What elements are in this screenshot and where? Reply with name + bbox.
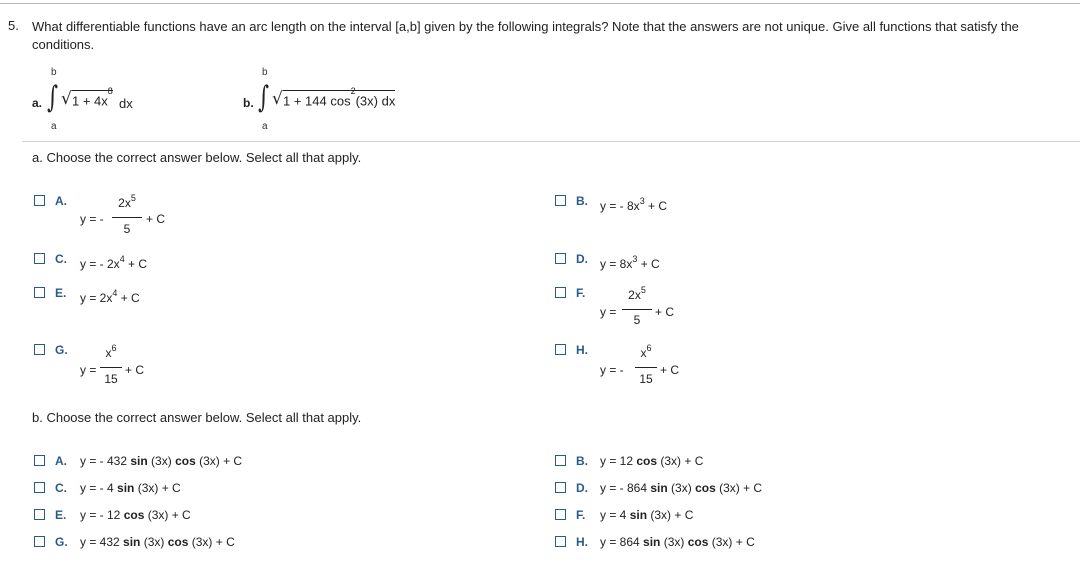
fraction-bar <box>635 367 657 368</box>
option-expression: $y = 8x^3 + C$ <box>600 254 660 271</box>
fraction-bar <box>112 217 142 218</box>
integral-a-lower: a <box>51 121 57 132</box>
option-letter: H. <box>576 343 588 357</box>
option-numerator: $2x^5$ <box>118 193 136 210</box>
option-letter: D. <box>576 481 588 495</box>
option-denominator: 15 <box>104 372 118 386</box>
option-checkbox[interactable] <box>555 287 566 298</box>
option-checkbox[interactable] <box>555 253 566 264</box>
option-checkbox[interactable] <box>34 253 45 264</box>
option-denominator: 5 <box>633 313 641 327</box>
question-number: 5. <box>8 18 19 33</box>
option-checkbox[interactable] <box>555 536 566 547</box>
option-letter: H. <box>576 535 588 549</box>
option-rhs: + C <box>125 363 145 377</box>
option-checkbox[interactable] <box>34 195 45 206</box>
option-denominator: 15 <box>639 372 653 386</box>
option-checkbox[interactable] <box>34 344 45 355</box>
option-letter: E. <box>55 286 67 300</box>
option-letter: C. <box>55 481 67 495</box>
option-expression: y = 12 cos (3x) + C <box>600 454 704 468</box>
option-expression: y = - 12 cos (3x) + C <box>80 508 191 522</box>
option-expression: y = - 864 sin (3x) cos (3x) + C <box>600 481 763 495</box>
option-letter: G. <box>55 535 68 549</box>
integral-sign-icon: ∫ <box>47 80 58 115</box>
part-a-prompt: a. Choose the correct answer below. Select all that apply. <box>32 150 362 165</box>
option-letter: B. <box>576 454 588 468</box>
integral-a-label: a. <box>32 96 43 110</box>
option-numerator: $x^6$ <box>640 343 652 360</box>
option-expression: y = 864 sin (3x) cos (3x) + C <box>600 535 755 549</box>
option-expression: y = 4 sin (3x) + C <box>600 508 694 522</box>
option-letter: B. <box>576 194 588 208</box>
option-checkbox[interactable] <box>555 509 566 520</box>
option-rhs: + C <box>146 212 166 226</box>
option-letter: F. <box>576 286 586 300</box>
fraction-bar <box>100 367 122 368</box>
part-b-prompt: b. Choose the correct answer below. Select all that apply. <box>32 410 362 425</box>
integral-a-upper: b <box>51 67 57 78</box>
option-rhs: + C <box>660 363 680 377</box>
option-letter: G. <box>55 343 68 357</box>
option-expression: $y = 2x^4 + C$ <box>80 288 140 305</box>
sqrt-icon: √ <box>61 89 72 109</box>
integral-sign-icon: ∫ <box>258 80 269 115</box>
top-divider <box>0 3 1080 4</box>
option-lhs: y = <box>80 363 97 377</box>
integral-b-label: b. <box>243 96 254 110</box>
option-lhs: y = - <box>600 363 624 377</box>
sqrt-icon: √ <box>272 89 283 109</box>
option-checkbox[interactable] <box>555 195 566 206</box>
section-divider <box>22 141 1080 142</box>
option-letter: A. <box>55 454 67 468</box>
option-letter: E. <box>55 508 67 522</box>
integral-a-dx: dx <box>119 96 133 111</box>
option-expression: y = - 432 sin (3x) cos (3x) + C <box>80 454 243 468</box>
option-expression: y = 432 sin (3x) cos (3x) + C <box>80 535 235 549</box>
option-checkbox[interactable] <box>34 482 45 493</box>
option-denominator: 5 <box>123 222 131 236</box>
option-lhs: y = <box>600 305 617 319</box>
integral-b-upper: b <box>262 67 268 78</box>
option-checkbox[interactable] <box>34 509 45 520</box>
option-numerator: $2x^5$ <box>628 285 646 302</box>
option-letter: D. <box>576 252 588 266</box>
option-checkbox[interactable] <box>555 482 566 493</box>
option-checkbox[interactable] <box>34 455 45 466</box>
option-checkbox[interactable] <box>555 455 566 466</box>
integral-a-radicand: $1 + 4x^8$ <box>72 86 113 109</box>
option-letter: C. <box>55 252 67 266</box>
fraction-bar <box>622 309 652 310</box>
option-expression: y = - $8x^3 + C$ <box>600 196 668 213</box>
option-checkbox[interactable] <box>34 536 45 547</box>
option-expression: y = - 4 sin (3x) + C <box>80 481 181 495</box>
option-letter: A. <box>55 194 67 208</box>
option-letter: F. <box>576 508 586 522</box>
integral-b-lower: a <box>262 121 268 132</box>
option-numerator: $x^6$ <box>105 343 117 360</box>
option-checkbox[interactable] <box>34 287 45 298</box>
option-expression: y = - $2x^4 + C$ <box>80 254 148 271</box>
question-text: What differentiable functions have an arc length on the interval [a,b] given by the following integrals? Note that the answers are not unique. Give all functions that satisfy the conditions. <box>32 19 1019 52</box>
option-lhs: y = - <box>80 212 104 226</box>
integral-b-radicand: 1 + 144 $\cos^2(3x)$ dx <box>283 86 396 109</box>
option-rhs: + C <box>655 305 675 319</box>
option-checkbox[interactable] <box>555 344 566 355</box>
